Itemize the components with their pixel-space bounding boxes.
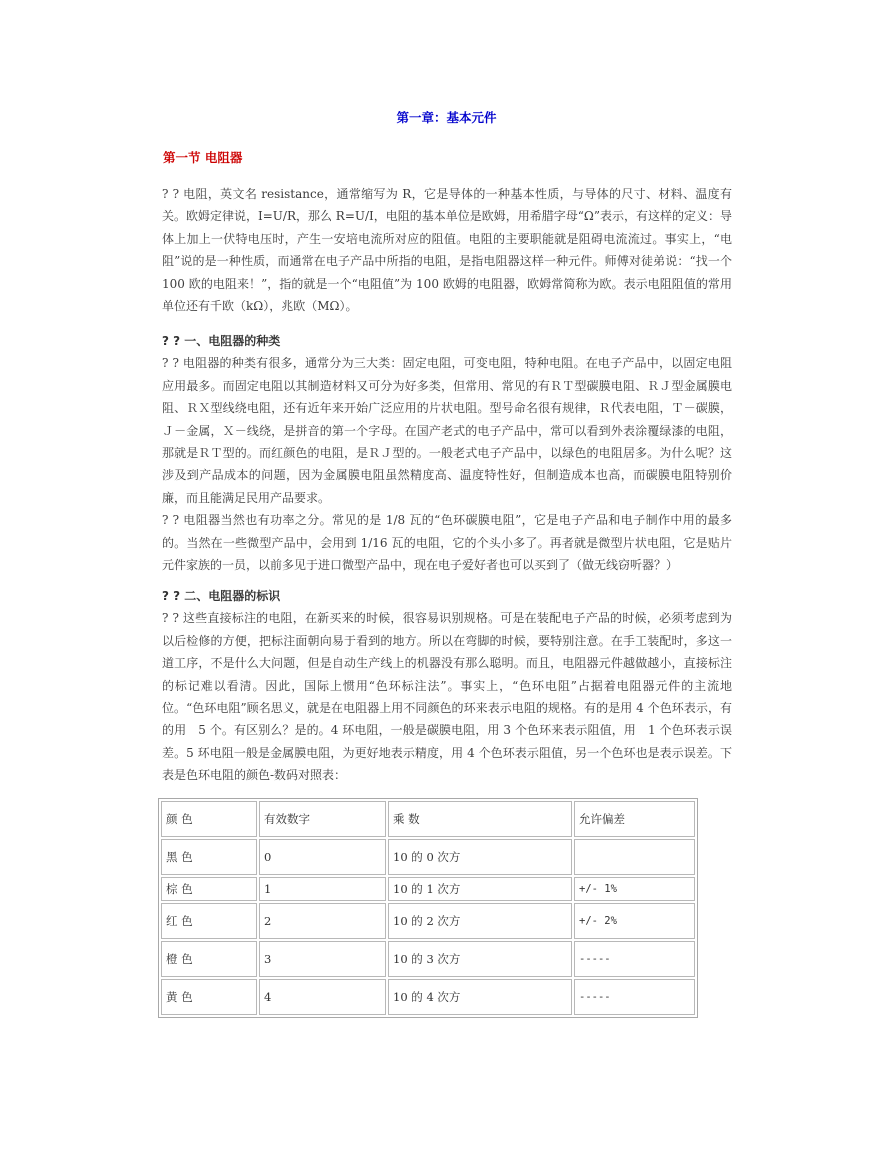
table-cell: 1 [259, 877, 386, 901]
table-header-cell: 有效数字 [259, 801, 386, 837]
table-row [161, 941, 695, 977]
table-cell: 橙 色 [161, 941, 257, 977]
table-row [161, 877, 695, 901]
table-row [161, 979, 695, 1015]
table-header-cell: 颜 色 [161, 801, 257, 837]
intro-block [162, 183, 732, 317]
table-cell: 2 [259, 903, 386, 939]
table-header-cell: 乘 数 [388, 801, 572, 837]
table-header-cell: 允许偏差 [574, 801, 695, 837]
table-cell: 黑 色 [161, 839, 257, 875]
marking-block [162, 585, 732, 787]
table-cell: 10 的 2 次方 [388, 903, 572, 939]
types-block [162, 330, 732, 576]
table-cell: 棕 色 [161, 877, 257, 901]
chapter-title: 第一章：基本元件 [396, 110, 497, 125]
table-cell: +/- 2% [574, 903, 695, 939]
marking-heading: ? ? 二、电阻器的标识 [162, 589, 281, 603]
table-cell: +/- 1% [574, 877, 695, 901]
intro-paragraph: ? ? 电阻，英文名 resistance，通常缩写为 R，它是导体的一种基本性质，与导体的尺寸、材料、温度有关。欧姆定律说，I=U/R，那么 R=U/I，电阻的基本单位是欧姆，用希腊字母“Ω”表示，有这样的定义：导体上加上一伏特电压时，产生一安培电流所对应的阻值。电阻的主要职能就是阻碍电流流过。事实上，“电阻”说的是一种性质，而通常在电子产品中所指的电阻，是指电阻器这样一种元件。师傅对徒弟说：“找一个 100 欧的电阻来！”，指的就是一个“电阻值”为 100 欧姆的电阻器，欧姆常简称为欧。表示电阻阻值的常用单位还有千欧（kΩ），兆欧（MΩ）。 [162, 187, 733, 314]
table-cell: ----- [574, 979, 695, 1015]
section-title: 第一节 电阻器 [163, 150, 243, 165]
table-cell: 10 的 0 次方 [388, 839, 572, 875]
table-cell: 10 的 1 次方 [388, 877, 572, 901]
table-cell: ----- [574, 941, 695, 977]
types-paragraph-1: ? ? 电阻器的种类有很多，通常分为三大类：固定电阻，可变电阻，特种电阻。在电子产品中，以固定电阻应用最多。而固定电阻以其制造材料又可分为好多类，但常用、常见的有ＲＴ型碳膜电阻、ＲＪ型金属膜电阻、ＲＸ型线绕电阻，还有近年来开始广泛应用的片状电阻。型号命名很有规律，Ｒ代表电阻，Ｔ－碳膜，Ｊ－金属，Ｘ－线绕，是拼音的第一个字母。在国产老式的电子产品中，常可以看到外表涂覆绿漆的电阻，那就是ＲＴ型的。而红颜色的电阻，是ＲＪ型的。一般老式电子产品中，以绿色的电阻居多。为什么呢？这涉及到产品成本的问题，因为金属膜电阻虽然精度高、温度特性好，但制造成本也高，而碳膜电阻特别价廉，而且能满足民用产品要求。 [162, 356, 732, 505]
table-cell: 0 [259, 839, 386, 875]
table-cell: 10 的 3 次方 [388, 941, 572, 977]
table-row [161, 839, 695, 875]
color-code-table [158, 798, 698, 1018]
types-paragraph-2: ? ? 电阻器当然也有功率之分。常见的是 1/8 瓦的“色环碳膜电阻”，它是电子产品和电子制作中用的最多的。当然在一些微型产品中，会用到 1/16 瓦的电阻，它的个头小多了。再者就是微型片状电阻，它是贴片元件家族的一员，以前多见于进口微型产品中，现在电子爱好者也可以买到了（做无线窃听器？） [162, 513, 732, 573]
table-cell: 4 [259, 979, 386, 1015]
table-cell: 红 色 [161, 903, 257, 939]
table-cell [574, 839, 695, 875]
marking-paragraph-1: ? ? 这些直接标注的电阻，在新买来的时候，很容易识别规格。可是在装配电子产品的时候，必须考虑到为以后检修的方便，把标注面朝向易于看到的地方。所以在弯脚的时候，要特别注意。在手工装配时，多这一道工序，不是什么大问题，但是自动生产线上的机器没有那么聪明。而且，电阻器元件越做越小，直接标注的标记难以看清。因此，国际上惯用“色环标注法”。事实上，“色环电阻”占据着电阻器元件的主流地位。“色环电阻”顾名思义，就是在电阻器上用不同颜色的环来表示电阻的规格。有的是用 4 个色环表示，有的用 5 个。有区别么？是的。4 环电阻，一般是碳膜电阻，用 3 个色环来表示阻值，用 1 个色环表示误差。5 环电阻一般是金属膜电阻，为更好地表示精度，用 4 个色环表示阻值，另一个色环也是表示误差。下表是色环电阻的颜色-数码对照表： [162, 611, 732, 783]
types-heading: ? ? 一、电阻器的种类 [162, 334, 281, 348]
table-header-row [161, 801, 695, 837]
table-cell: 黄 色 [161, 979, 257, 1015]
table-cell: 10 的 4 次方 [388, 979, 572, 1015]
table-cell: 3 [259, 941, 386, 977]
table-row [161, 903, 695, 939]
